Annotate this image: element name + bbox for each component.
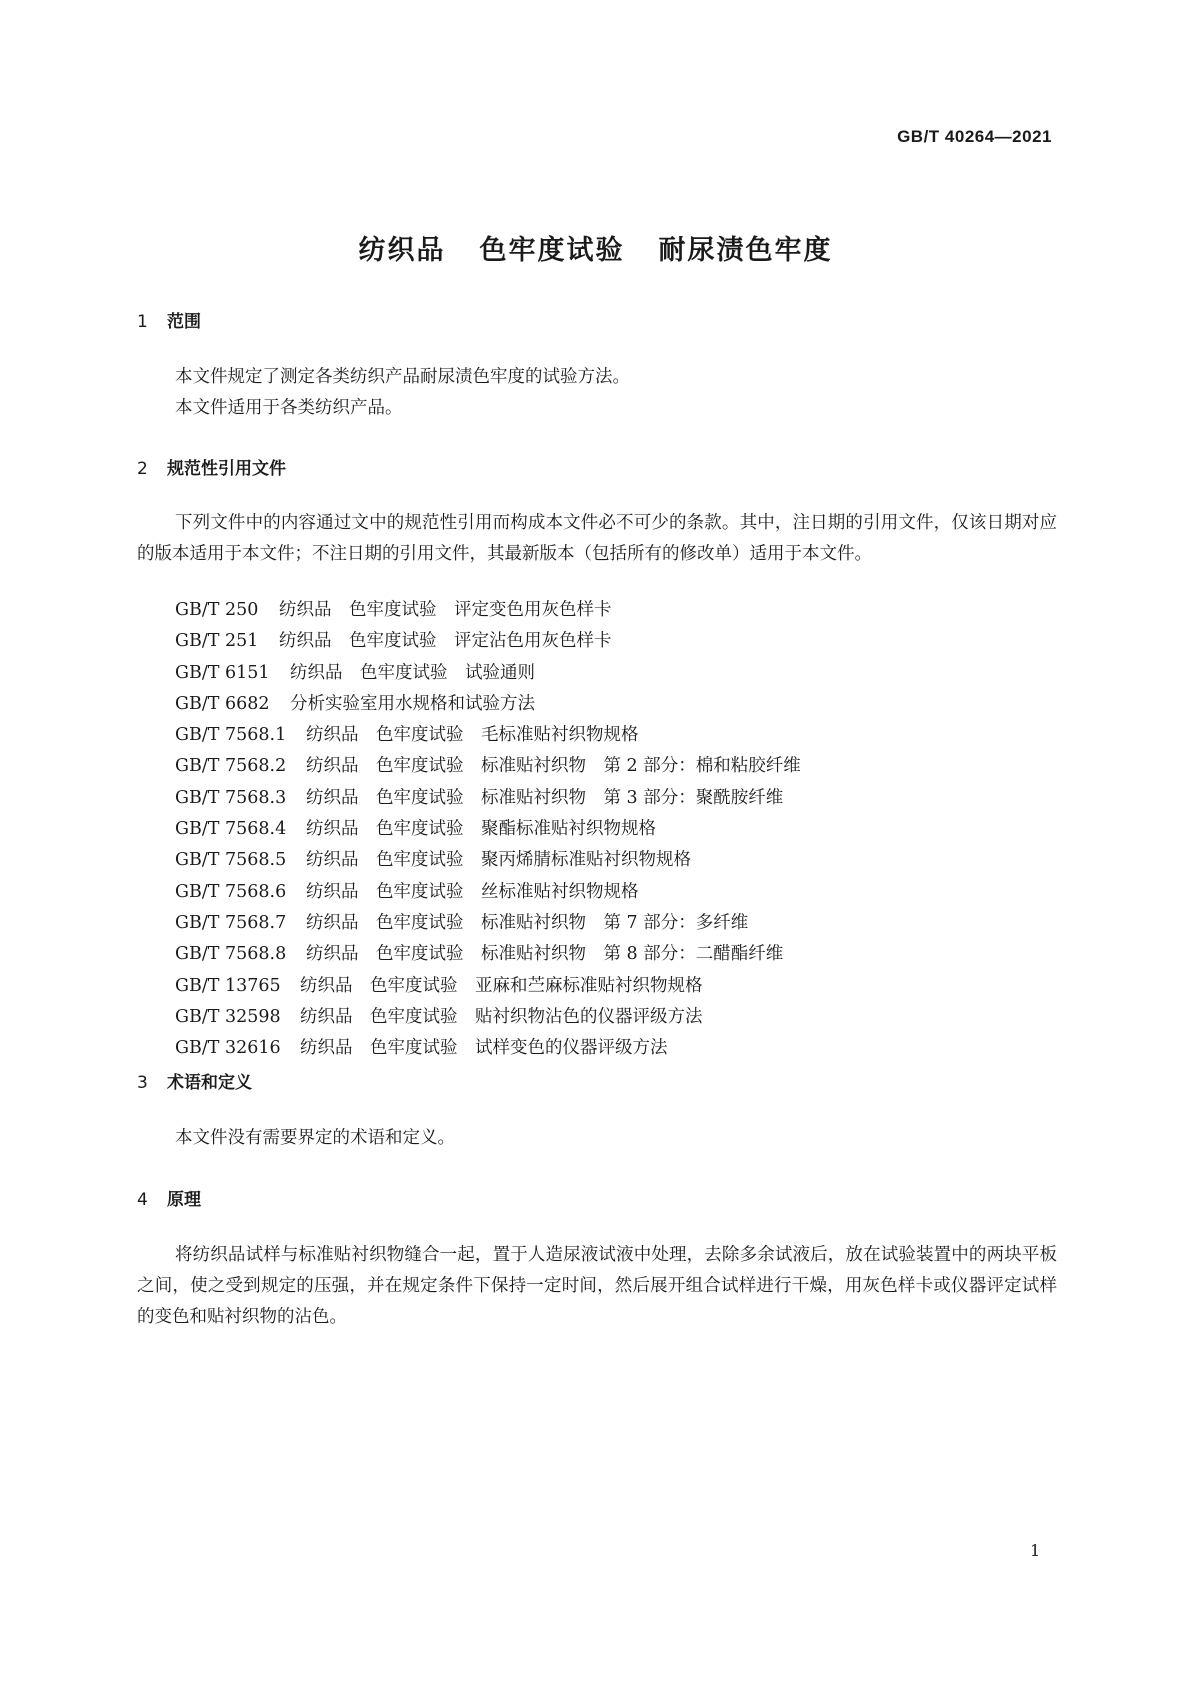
section-body-scope: [137, 362, 1057, 424]
paragraph: 下列文件中的内容通过文中的规范性引用而构成本文件必不可少的条款。其中，注日期的引用文件，仅该日期对应的版本适用于本文件；不注日期的引用文件，其最新版本（包括所有的修改单）适用于本文件。: [137, 513, 1057, 564]
reference-title: 纺织品 色牢度试验 试验通则: [290, 662, 535, 683]
reference-title: 纺织品 色牢度试验 评定沾色用灰色样卡: [279, 631, 612, 652]
title-part-2: 色牢度试验: [479, 235, 625, 266]
page-number: 1: [1030, 1541, 1041, 1560]
title-part-1: 纺织品: [358, 235, 446, 266]
reference-title: 纺织品 色牢度试验 标准贴衬织物 第 2 部分：棉和粘胶纤维: [306, 756, 801, 777]
section-number: 3: [137, 1073, 148, 1093]
reference-item: [175, 1002, 801, 1033]
reference-item: [175, 658, 801, 689]
section-body-principle: [137, 1240, 1057, 1333]
section-heading-normative-references: [137, 454, 286, 479]
section-title: 术语和定义: [167, 1073, 252, 1093]
reference-item: [175, 939, 801, 970]
reference-title: 纺织品 色牢度试验 毛标准贴衬织物规格: [306, 725, 639, 746]
paragraph: 本文件适用于各类纺织产品。: [175, 398, 403, 418]
reference-code: GB/T 7568.2: [175, 756, 287, 777]
reference-item: [175, 845, 801, 876]
paragraph: 将纺织品试样与标准贴衬织物缝合一起，置于人造尿液试液中处理，去除多余试液后，放在试验装置中的两块平板之间，使之受到规定的压强，并在规定条件下保持一定时间，然后展开组合试样进行干燥，用灰色样卡或仪器评定试样的变色和贴衬织物的沾色。: [137, 1245, 1057, 1327]
section-number: 1: [137, 312, 148, 332]
reference-code: GB/T 251: [175, 631, 259, 652]
reference-item: [175, 626, 801, 657]
section-number: 4: [137, 1190, 148, 1210]
title-part-3: 耐尿渍色牢度: [658, 235, 833, 266]
standard-code: GB/T 40264—2021: [897, 127, 1052, 146]
reference-code: GB/T 7568.8: [175, 944, 287, 965]
reference-title: 纺织品 色牢度试验 聚丙烯腈标准贴衬织物规格: [306, 850, 691, 871]
reference-code: GB/T 7568.6: [175, 881, 287, 902]
reference-item: [175, 751, 801, 782]
section-intro-normative-references: [137, 508, 1057, 570]
reference-title: 分析实验室用水规格和试验方法: [290, 693, 535, 714]
reference-code: GB/T 13765: [175, 975, 281, 996]
reference-item: [175, 689, 801, 720]
section-heading-scope: [137, 307, 201, 332]
section-body-terms-and-definitions: [137, 1123, 1057, 1154]
section-heading-terms-and-definitions: [137, 1068, 252, 1093]
reference-item: [175, 908, 801, 939]
reference-code: GB/T 7568.1: [175, 725, 287, 746]
reference-list: [175, 595, 801, 1064]
section-title: 原理: [167, 1190, 201, 1210]
document-title: [0, 228, 1191, 267]
reference-code: GB/T 7568.3: [175, 787, 287, 808]
reference-code: GB/T 7568.5: [175, 850, 287, 871]
reference-code: GB/T 32616: [175, 1038, 281, 1059]
section-title: 规范性引用文件: [167, 459, 286, 479]
reference-title: 纺织品 色牢度试验 丝标准贴衬织物规格: [306, 881, 639, 902]
reference-code: GB/T 6682: [175, 693, 270, 714]
section-number: 2: [137, 459, 148, 479]
reference-code: GB/T 32598: [175, 1006, 281, 1027]
reference-title: 纺织品 色牢度试验 标准贴衬织物 第 8 部分：二醋酯纤维: [306, 944, 784, 965]
reference-title: 纺织品 色牢度试验 聚酯标准贴衬织物规格: [306, 819, 656, 840]
paragraph: 本文件规定了测定各类纺织产品耐尿渍色牢度的试验方法。: [175, 367, 630, 387]
section-heading-principle: [137, 1185, 201, 1210]
reference-item: [175, 971, 801, 1002]
reference-title: 纺织品 色牢度试验 试样变色的仪器评级方法: [300, 1038, 668, 1059]
reference-code: GB/T 6151: [175, 662, 270, 683]
reference-code: GB/T 250: [175, 600, 259, 620]
reference-code: GB/T 7568.7: [175, 912, 287, 933]
reference-title: 纺织品 色牢度试验 贴衬织物沾色的仪器评级方法: [300, 1006, 703, 1027]
reference-title: 纺织品 色牢度试验 标准贴衬织物 第 3 部分：聚酰胺纤维: [306, 787, 784, 808]
reference-title: 纺织品 色牢度试验 评定变色用灰色样卡: [279, 600, 612, 620]
section-title: 范围: [167, 312, 201, 332]
reference-title: 纺织品 色牢度试验 标准贴衬织物 第 7 部分：多纤维: [306, 912, 749, 933]
reference-item: [175, 783, 801, 814]
reference-title: 纺织品 色牢度试验 亚麻和苎麻标准贴衬织物规格: [300, 975, 703, 996]
reference-item: [175, 877, 801, 908]
reference-item: [175, 595, 801, 626]
reference-item: [175, 720, 801, 751]
paragraph: 本文件没有需要界定的术语和定义。: [175, 1128, 455, 1148]
reference-item: [175, 1033, 801, 1064]
reference-code: GB/T 7568.4: [175, 819, 287, 840]
reference-item: [175, 814, 801, 845]
